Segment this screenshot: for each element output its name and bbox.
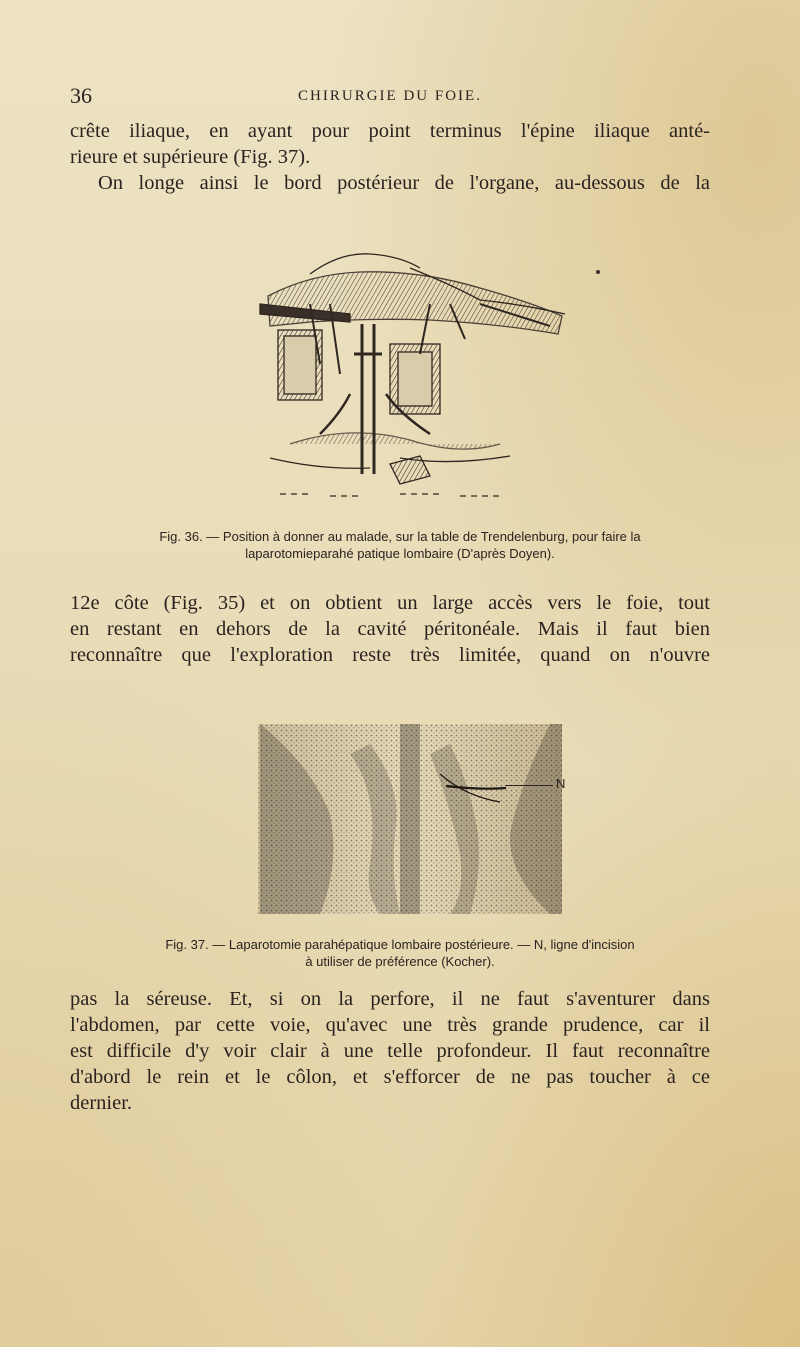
text-line: 12e côte (Fig. 35) et on obtient un large accès vers le foie, tout bbox=[70, 592, 710, 614]
page-number: 36 bbox=[70, 83, 92, 108]
figure-37-lumbar-incision bbox=[250, 724, 570, 914]
text-line: l'abdomen, par cette voie, qu'avec une très grande prudence, car il bbox=[70, 1014, 710, 1036]
page-header bbox=[70, 83, 710, 113]
caption-line: Fig. 37. — Laparotomie parahépatique lombaire postérieure. — N, ligne d'incision bbox=[165, 937, 635, 952]
text-line: en restant en dehors de la cavité péritonéale. Mais il faut bien bbox=[70, 618, 710, 640]
text-line: d'abord le rein et le côlon, et s'efforcer de ne pas toucher à ce bbox=[70, 1066, 710, 1088]
paragraph-2 bbox=[70, 590, 710, 668]
caption-line: à utiliser de préférence (Kocher). bbox=[305, 954, 495, 969]
text-line: reconnaître que l'exploration reste très limitée, quand on n'ouvre bbox=[70, 644, 710, 666]
text-line: dernier. bbox=[70, 1092, 133, 1114]
running-title: CHIRURGIE DU FOIE. bbox=[298, 88, 482, 104]
caption-line: laparotomieparahé patique lombaire (D'après Doyen). bbox=[245, 546, 555, 561]
figure-37-caption bbox=[110, 936, 690, 970]
figure-36-trendelenburg-table bbox=[250, 244, 570, 512]
incision-pointer-line bbox=[505, 785, 553, 786]
paragraph-1 bbox=[70, 118, 710, 196]
text-line: rieure et supérieure (Fig. 37). bbox=[70, 146, 311, 168]
ink-dot bbox=[596, 270, 600, 274]
text-line: pas la séreuse. Et, si on la perfore, il ne faut s'aventurer dans bbox=[70, 988, 710, 1010]
figure-36-caption bbox=[110, 528, 690, 562]
paragraph-3 bbox=[70, 986, 710, 1116]
text-line: crête iliaque, en ayant pour point terminus l'épine iliaque anté- bbox=[70, 120, 710, 142]
text-line: On longe ainsi le bord postérieur de l'organe, au-dessous de la bbox=[98, 172, 710, 194]
figure-37-label-n: N bbox=[556, 776, 566, 791]
text-line: est difficile d'y voir clair à une telle profondeur. Il faut reconnaître bbox=[70, 1040, 710, 1062]
caption-line: Fig. 36. — Position à donner au malade, sur la table de Trendelenburg, pour faire la bbox=[159, 529, 641, 544]
